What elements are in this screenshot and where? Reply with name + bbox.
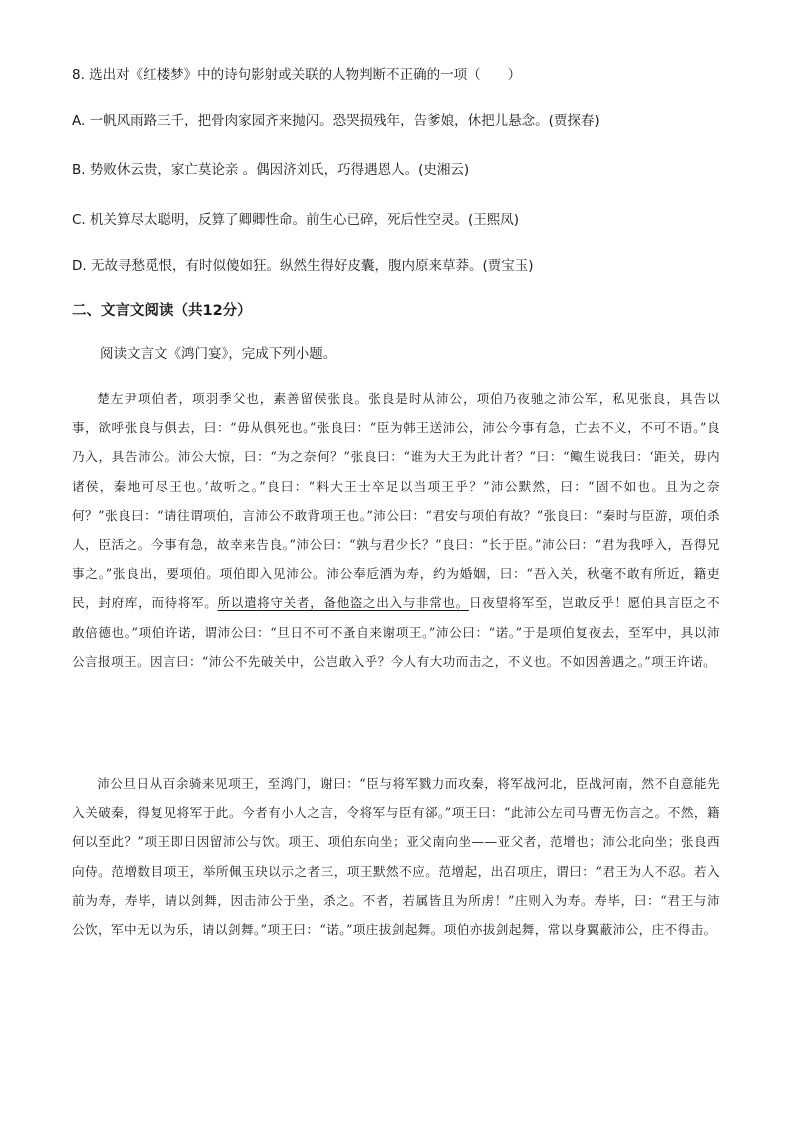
passage-paragraph-1 (72, 384, 720, 676)
passage-text: 日夜望将军至，岂敢反乎！愿伯具言臣之不敢倍德也。”项伯许诺，谓沛公曰：“旦日不可不蚤自来谢项王。”沛公曰：“诺。”于是项伯复夜去，至军中，具以沛公言报项王。因言曰：“沛公不先破关中，公岂敢入乎？今人有大功而击之，不义也。不如因善遇之。”项王许诺。 (72, 595, 721, 669)
option-a: A. 一帆风雨路三千，把骨肉家园齐来抛闪。恐哭损残年，告爹娘，休把儿悬念。(贾探春) (72, 113, 600, 129)
section-intro: 阅读文言文《鸿门宴》，完成下列小题。 (100, 346, 337, 362)
option-d: D. 无故寻愁觅恨，有时似傻如狂。纵然生得好皮囊，腹内原来草莽。(贾宝玉) (72, 258, 534, 274)
option-c: C. 机关算尽太聪明，反算了卿卿性命。前生心已碎，死后性空灵。(王熙凤) (72, 212, 520, 228)
passage-paragraph-2: 沛公旦日从百余骑来见项王，至鸿门，谢曰：“臣与将军戮力而攻秦，将军战河北，臣战河南，然不自意能先入关破秦，得复见将军于此。今者有小人之言，令将军与臣有郤。”项王曰：“此沛公左司马曹无伤言之。不然，籍何以至此？”项王即日因留沛公与饮。项王、项伯东向坐；亚父南向坐——亚父者，范增也；沛公北向坐；张良西向侍。范增数目项王，举所佩玉玦以示之者三，项王默然不应。范增起，出召项庄，谓曰：“君王为人不忍。若入前为寿，寿毕，请以剑舞，因击沛公于坐，杀之。不者，若属皆且为所虏！”庄则入为寿。寿毕，曰：“君王与沛公饮，军中无以为乐，请以剑舞。”项王曰：“诺。”项庄拔剑起舞。项伯亦拔剑起舞，常以身翼蔽沛公，庄不得击。 (72, 776, 720, 938)
underlined-sentence: 所以遣将守关者，备他盗之出入与非常也。 (217, 595, 469, 611)
section-title: 二、文言文阅读（共12分） (72, 303, 252, 319)
passage-text: 楚左尹项伯者，项羽季父也，素善留侯张良。张良是时从沛公，项伯乃夜驰之沛公军，私见张良，具告以事，欲呼张良与俱去，曰：“毋从俱死也。”张良曰：“臣为韩王送沛公，沛公今事有急，亡去不义，不可不语。”良乃入，具告沛公。沛公大惊，曰：“为之奈何？”张良曰：“谁为大王为此计者？”曰：“鲰生说我曰：‘距关，毋内诸侯，秦地可尽王也。’故听之。”良曰：“料大王士卒足以当项王乎？”沛公默然，曰：“固不如也。且为之奈何？”张良曰：“请往谓项伯，言沛公不敢背项王也。”沛公曰：“君安与项伯有故？”张良曰：“秦时与臣游，项伯杀人，臣活之。今事有急，故幸来告良。”沛公曰：“孰与君少长？”良曰：“长于臣。”沛公曰：“君为我呼入，吾得兄事之。”张良出，要项伯。项伯即入见沛公。沛公奉卮酒为寿，约为婚姻，曰：“吾入关，秋毫不敢有所近，籍吏民，封府库，而待将军。 (72, 391, 720, 611)
question-stem: 8. 选出对《红楼梦》中的诗句影射或关联的人物判断不正确的一项（ ） (72, 67, 522, 83)
option-b: B. 势败休云贵，家亡莫论亲 。偶因济刘氏，巧得遇恩人。(史湘云) (72, 162, 470, 178)
